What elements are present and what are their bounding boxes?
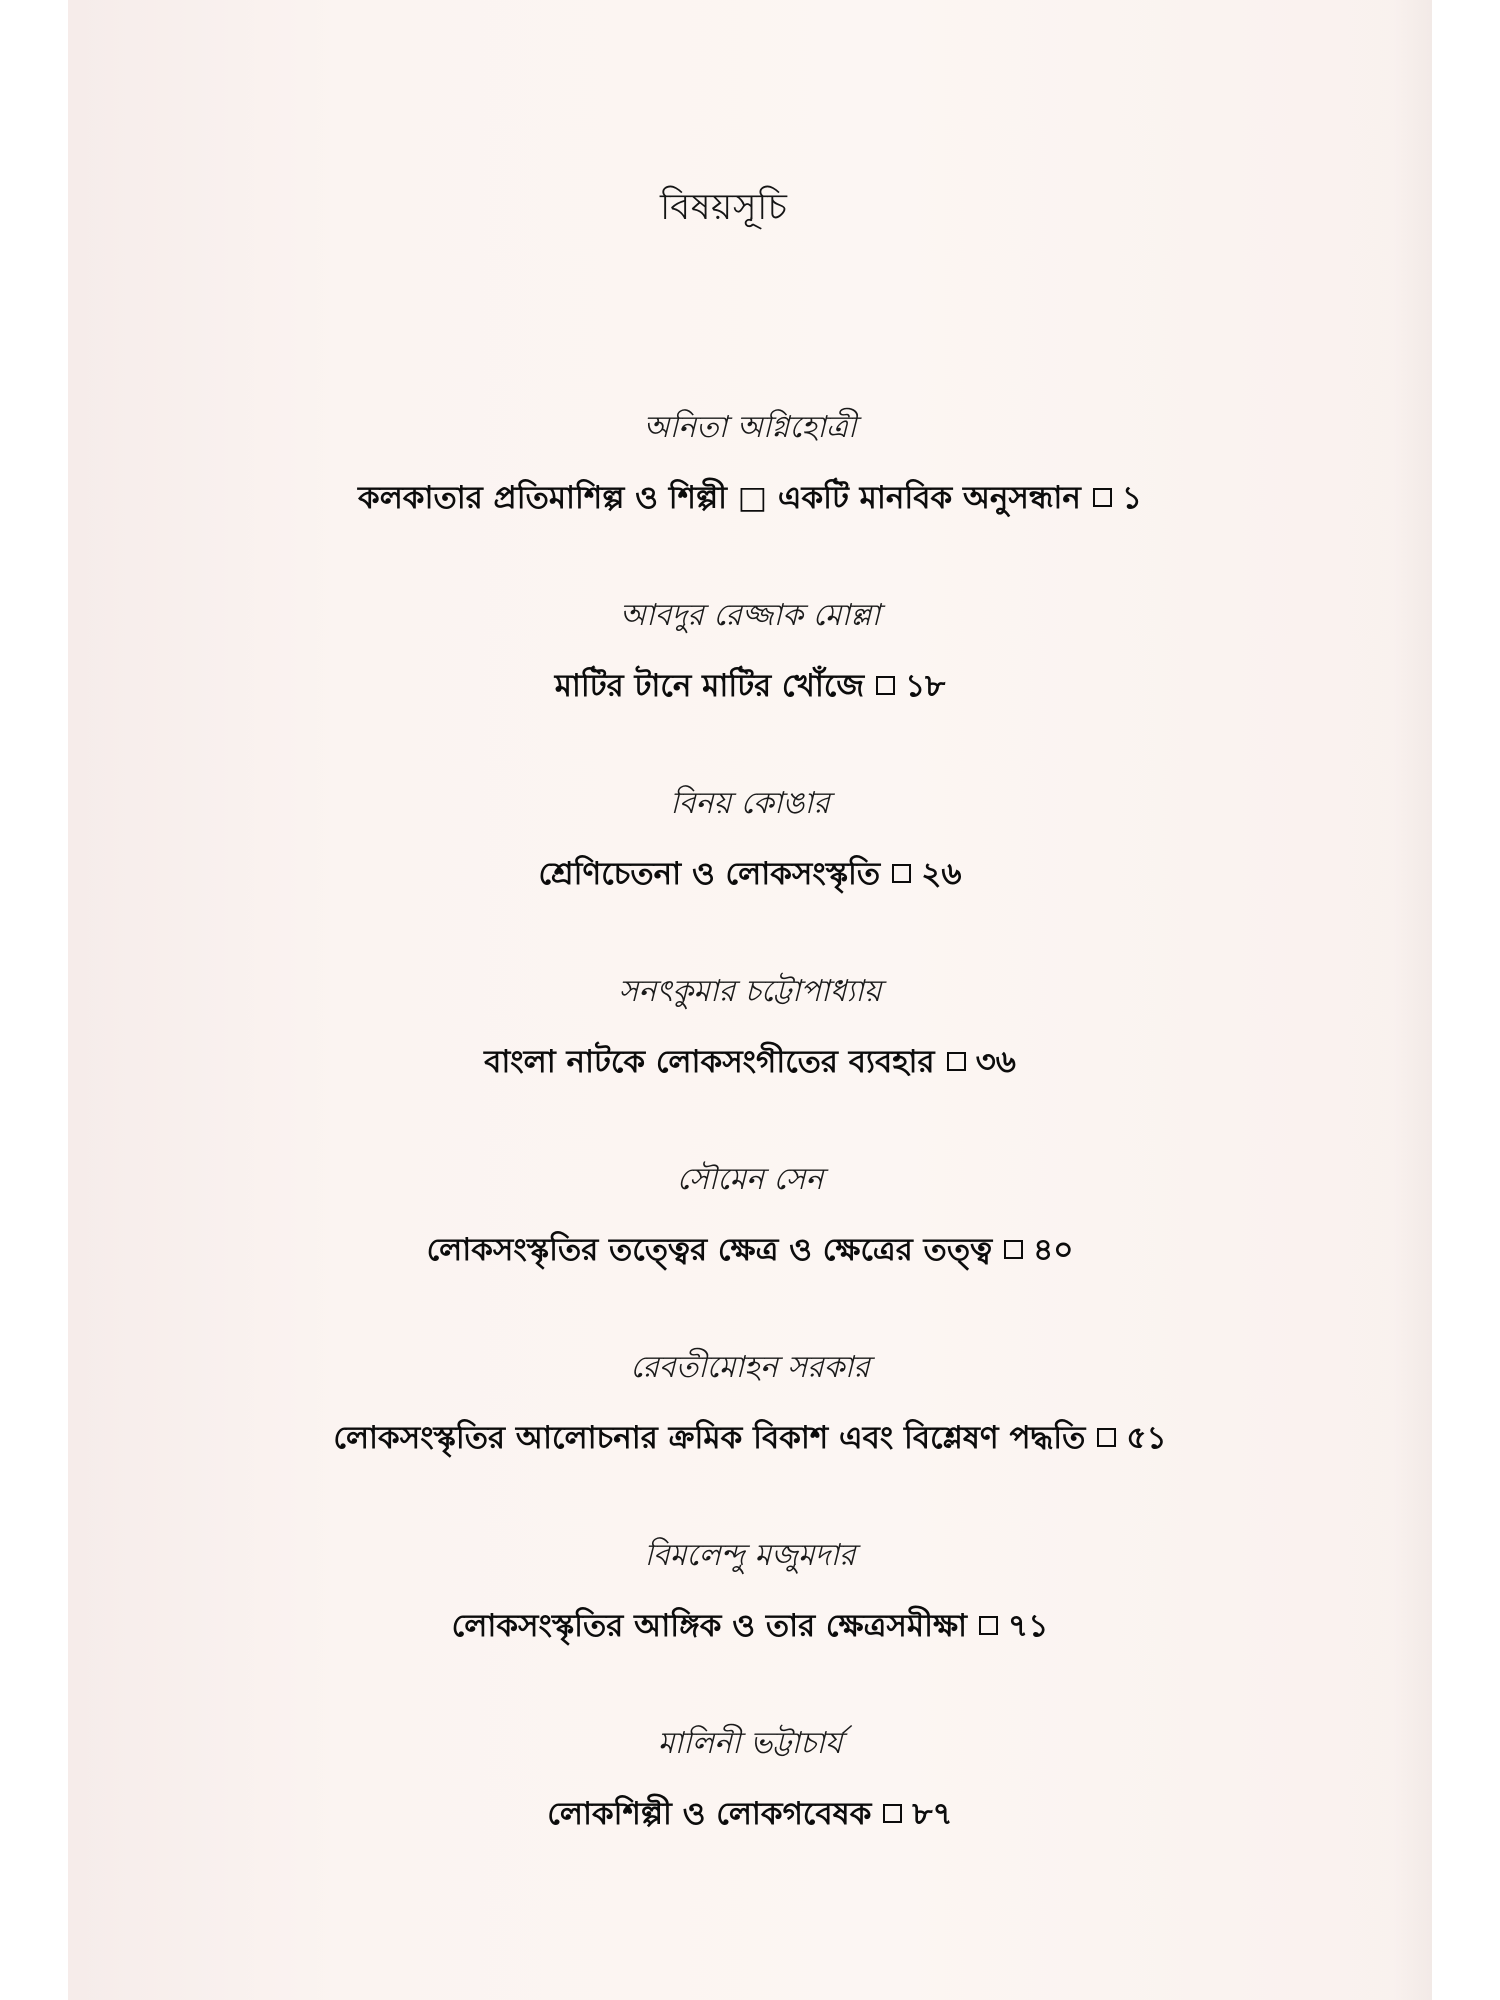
entry-page-number: ৪০ [1033,1232,1074,1268]
entry-title-line [0,1792,1500,1836]
entry-title-line [0,1604,1500,1648]
entry-title-line [0,476,1500,520]
entry-page-number: ৮৭ [912,1796,953,1832]
square-outline-icon [1093,488,1112,507]
entry-title: লোকসংস্কৃতির আঙ্গিক ও তার ক্ষেত্রসমীক্ষা [451,1608,968,1644]
square-outline-icon [1097,1428,1116,1447]
entry-title-line [0,852,1500,896]
entry-title: লোকসংস্কৃতির তত্ত্বের ক্ষেত্র ও ক্ষেত্রের তত্ত্ব [426,1232,993,1268]
entry-author: মালিনী ভট্টাচার্য [657,1726,843,1761]
entry-author: বিনয় কোঙার [670,786,830,821]
entry-author: অনিতা অগ্নিহোত্রী [643,410,857,445]
toc-entry [0,784,1500,896]
contents-heading: বিষয়সূচি [660,187,788,228]
entry-title: মাটির টানে মাটির খোঁজে [554,668,865,704]
entry-title-line [0,664,1500,708]
entry-page-number: ২৬ [921,856,962,892]
entry-page-number: ৫১ [1126,1420,1167,1456]
entry-page-number: ৭১ [1008,1608,1049,1644]
toc-entry [0,596,1500,708]
entry-title-line [0,1416,1500,1460]
square-outline-icon [947,1052,966,1071]
square-outline-icon [876,676,895,695]
square-outline-icon [892,864,911,883]
toc-entry [0,1724,1500,1836]
entry-author: রেবতীমোহন সরকার [630,1350,870,1385]
entry-page-number: ১৮ [905,668,946,704]
entry-author: সৌমেন সেন [676,1162,824,1197]
square-outline-icon [979,1616,998,1635]
entry-author: বিমলেন্দু মজুমদার [644,1538,856,1573]
entry-page-number: ৩৬ [975,1044,1016,1080]
toc-entry [0,1348,1500,1460]
entry-title: লোকসংস্কৃতির আলোচনার ক্রমিক বিকাশ এবং বিশ্লেষণ পদ্ধতি [333,1420,1086,1456]
entry-title-line [0,1040,1500,1084]
toc-entry [0,408,1500,520]
entry-author: আবদুর রেজ্জাক মোল্লা [619,598,881,633]
square-outline-icon [1004,1240,1023,1259]
entry-title-line [0,1228,1500,1272]
entry-title: কলকাতার প্রতিমাশিল্প ও শিল্পী □ একটি মানবিক অনুসন্ধান [358,480,1081,516]
toc-entry [0,1160,1500,1272]
entry-title: বাংলা নাটকে লোকসংগীতের ব্যবহার [484,1044,935,1080]
square-outline-icon [883,1804,902,1823]
toc-entry [0,1536,1500,1648]
entry-author: সনৎকুমার চট্টোপাধ্যায় [618,974,882,1009]
entry-title: শ্রেণিচেতনা ও লোকসংস্কৃতি [538,856,881,892]
toc-entry [0,972,1500,1084]
entry-title: লোকশিল্পী ও লোকগবেষক [547,1796,872,1832]
entry-page-number: ১ [1121,480,1142,516]
